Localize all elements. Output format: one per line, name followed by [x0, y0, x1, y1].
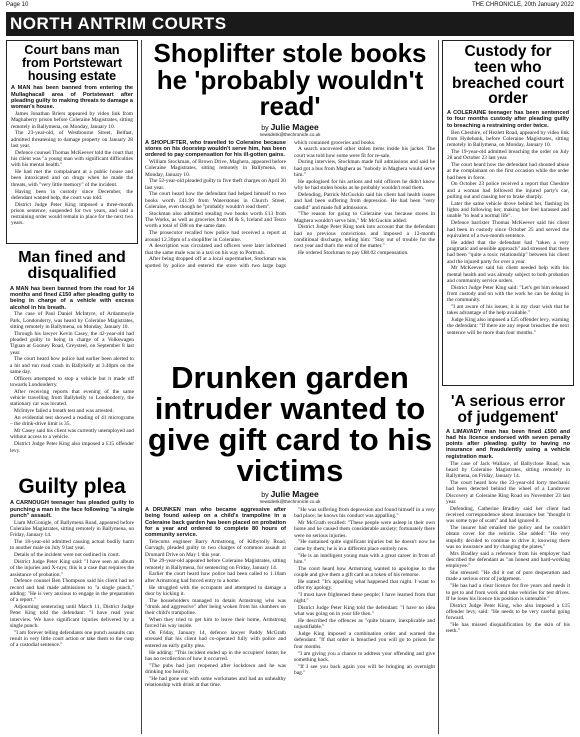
section-banner: NORTH ANTRIM COURTS: [6, 12, 574, 36]
page-number: Page 10: [6, 2, 29, 8]
article-shoplifter: [145, 40, 435, 358]
headline-man-fined: Man fined and disqualified: [18, 249, 126, 283]
page-topline: [6, 2, 574, 12]
column-divider-right: [438, 40, 439, 734]
article-serious-error: [442, 392, 574, 734]
email-shoplifter: newsdesk@thechronicle.co.uk: [259, 131, 321, 137]
body-custody-teen: A COLERAINE teenager has been sentenced to four months custody after pleading guilty to breaching a restraining order twice. Ben Cheshire, of Hezlett Road, appeared by video link from Hydebank, before Coleraine Magistrates, sitting remotely in Ballymena, on Monday, January 10. The 19-year-old admitted breaching the order on July 28 and October 23 last year. The court heard how the defendant had shouted abuse at the complainant on the first occasion while the order had been in force. On October 23 police received a report that Cheshire and a woman had followed the injured party's car, pulling out and causing her to brake sharply. Later the same vehicle drove behind her, flashing its lights and following her, making her feel harassed and unable "to lead a normal life". Defence barrister Thomas McKeever said his client had been in custody since October 25 and served the equivalent of a two-month sentence. He added that the defendant had "taken a very pragmatic and sensible approach" and stressed that there had been "quite a toxic relationship" between his client and the injured party for over a year. Mr McKeever said his client needed help with his mental health and was already subject to both probation and community service orders. District Judge Peter King said: "Let's get him released from custody and on with the work he can be doing in the community. "I am aware of his issues; it is my clear wish that he takes advantage of the help available." Judge King also imposed a £25 offender levy, warning the defendant: "If there are any repeat breaches the next sentence will be more than four months.": [447, 110, 569, 336]
article-guilty-plea: [6, 474, 138, 734]
publication-date: THE CHRONICLE, 20th January 2022: [471, 2, 574, 8]
column-divider-left: [141, 40, 142, 734]
article-man-fined: [6, 248, 138, 470]
headline-guilty-plea: Guilty plea: [18, 475, 126, 498]
email-drunken-intruder: newsdesk@thechronicle.co.uk: [259, 499, 321, 504]
body-shoplifter: A SHOPLIFTER, who travelled to Coleraine because stores on his doorstep wouldn't serve him, has been ordered to pay compensation for his ill-gotten gains. William Stockman, of Brown Drive, Maghera, appeared before Coleraine Magistrates, sitting remotely in Ballymena, on Monday, January 10. The 52-year-old pleaded guilty to five theft charges on April 20 last year. The court heard how the defendant had helped himself to two books worth £41.99 from Waterstones in Church Street, Coleraine, even though he "probably wouldn't read them". Stockman also admitted stealing two books worth £13 from The Works, as well as groceries from M & S, Iceland and Tesco worth a total of £88 on the same date. The prosecutor recalled how police had received a report at around 12.30pm of a shoplifter in Coleraine. A description was circulated and officers were later informed that the same male was in a taxi on his way to Portrush. After being dropped off at a local supermarket, Stockman was spotted by police and entered the store with two large bags which contained groceries and books. A search uncovered other stolen items inside his jacket. The court was told how some were fit for re-sale. During interview, Stockman made full admissions and said he had got a bus from Maghera as "nobody in Maghera would serve him." He apologised for his actions and told officers he didn't know why he had stolen books as he probably wouldn't read them. Defending, Patrick McGuckin said his client had health issues and had been suffering from depression. He had been "very candid" and made full admissions. "The reason for going to Coleraine was because stores in Maghera wouldn't serve him," Mr McGuckin added. District Judge Peter King took into account that the defendant had no previous convictions and imposed a 12-month conditional discharge, telling him: "Stay out of trouble for the next year and that's the end of the matter." He ordered Stockman to pay £88.02 compensation.: [145, 139, 435, 269]
body-court-bans: A MAN has been banned from entering the Mullaghacall area of Portstewart after pleading guilty to making threats to damage a woman's house. James Jonathan Briers appeared by video link from Maghaberry prison before Coleraine Magistrates, sitting remotely in Ballymena, on Monday, January 10. The 23-year-old, of Westbourne Street, Belfast, admitted threatening to damage property on January 28 last year. Defence counsel Thomas McKeever told the court that his client was "a young man with significant difficulties with his mental health." He had met the complainant at a public house and been intoxicated and on drugs when he made the threats, with "very little memory" of the incident. Having been in custody since December, the defendant wanted help, the court was told. District Judge Peter King imposed a three-month prison sentence, suspended for two years, and said a restraining order would remain in place for the next two years.: [11, 85, 134, 227]
headline-custody-teen: Custody for teen who breached court order: [452, 43, 564, 108]
article-court-bans: [6, 40, 138, 244]
headline-drunken-intruder: Drunken garden intruder wanted to give gift card to his victims: [147, 362, 433, 488]
body-man-fined: A MAN has been banned from the road for 14 months and fined £150 after pleading guilty to being in charge of a vehicle with excess alcohol in his breath. The case of Paul Daniel McIntyre, of Ardanmoyle Park, Londonderry, was heard by Coleraine Magistrates, sitting remotely in Ballymena, on Monday, January 10. Through his lawyer Kevin Casey, the 42-year-old had pleaded guilty to being in charge of a Volkswagen Tiguan at Gooney Road, Greysteel, on September 8 last year. The court heard how police had earlier been alerted to a hit and run road crash in Ballykelly at 3.40pm on the same day. Officers attempted to stop a vehicle but it made off towards Londonderry. After receiving reports that evening of the same vehicle travelling from Ballykelly to Londonderry, the stationary car was located. McIntyre failed a breath test and was arrested. An evidential test showed a reading of 41 micrograms – the drink-drive limit is 35. Mr Casey said his client was currently unemployed and without access to a vehicle. District Judge Peter King also imposed a £15 offender levy.: [10, 285, 134, 454]
headline-shoplifter: Shoplifter stole books he 'probably wouldn't read': [153, 40, 427, 122]
headline-court-bans: Court bans man from Portstewart housing estate: [21, 43, 123, 83]
headline-serious-error: 'A serious error of judgement': [450, 393, 566, 426]
article-custody-teen: [442, 40, 574, 386]
article-drunken-intruder: [145, 362, 435, 734]
byline-shoplifter: by Julie Magee: [261, 121, 319, 132]
byline-drunken-intruder: by Julie Magee: [261, 489, 319, 499]
body-drunken-intruder: A DRUNKEN man who became aggressive after being found asleep on a child's trampoline in a Coleraine back garden has been placed on probation for a year and ordered to complete 80 hours of community service. Telecoms engineer Barry Armstrong, of Kilbyrolly Road, Garvagh, pleaded guilty to two charges of common assault at Drumard Drive on May 1 this year. The 29-year-old appeared before Coleraine Magistrates, sitting remotely in Ballymena, for sentencing on Friday, January 14. Earlier the court heard how police had been called to 1.10am after Armstrong had forced entry to a home. He struggled with the occupants and attempted to damage a door by kicking it. The householders managed to detain Armstrong who was "drunk and aggressive" after being woken from his slumbers on their child's trampoline. When they tried to get him to leave their home, Armstrong forced his way inside. On Friday, January 14, defence lawyer Paddy McGrath stressed that his client had co-operated fully with police and entered an early guilty plea. He adding: "This incident ended up in the occupiers' home; he has no recollection of how it occurred. "The pubs had just reopened after lockdown and he was drinking too heavily. "He had gone out with some workmates and had an unhealthy relationship with drink at that time. "He was suffering from depression and found himself in a very bad place; he knows his conduct was appalling." Mr McGrath recalled: "These people were asleep in their own home and he caused them considerable anxiety; fortunately there were no serious injuries. "He sustained quite significant injuries but he doesn't now he came by them; he is in a different place entirely now. "He is an intelligent young man with a great career in front of him." The court heard how Armstrong wanted to apologise to the couple and give them a gift card as a token of his remorse. He stated: "It's appalling what happened that night. I want to offer my apology. "I must have frightened these people; I have learned from that night." District Judge Peter King told the defendant: "I have no idea what was going on in your life then." He described the offences as "quite bizarre, inexplicable and unjustifiable." Judge King imposed a combination order and warned the defendant: "If that order is breached you will go to prison for four months. "I am giving you a chance to address your offending and give something back. "If I see you back again you will be bringing an overnight bag.": [145, 507, 435, 689]
body-serious-error: A LIMAVADY man has been fined £500 and had his licence endorsed with seven penalty points after pleading guilty to having no insurance and fraudulently using a vehicle registration mark. The case of Jack Wallace, of Ballyclose Road, was heard by Coleraine Magistrates, sitting remotely in Ballymena, on Friday, January 14. The court heard how the 23-year-old lorry mechanic had been detected behind the wheel of a Landrover Discovery at Coleraine Ring Road on November 23 last year. Defending, Catherine Bradley said her client had received correspondence about insurance but "thought it was some type of scam" and had ignored it. The insurer had emailed the policy and he couldn't obtain cover for the vehicle. She added: "He very stupidly decided to continue to drive it, knowing there was no insurance and by changing the plates." Mrs Bradley said a reference from his employer had described the defendant as "an honest and hard-working employee." She stressed: "He did it out of pure desperation and made a serious error of judgement. "He has had a clear licence for five years and needs it to get to and from work and take vehicles for test drives. If he loses his licence his position is untenable." District Judge Peter King, who also imposed a £15 offender levy, said: "He needs to be very careful going forward. "He has missed disqualification by the skin of his teeth.": [446, 428, 570, 635]
body-guilty-plea: A CARNOUGH teenager has pleaded guilty to punching a man in the face following "a single punch" assault. Liam McGonigle, of Ballymena Road, appeared before Coleraine Magistrates, sitting remotely in Ballymena, on Friday, January 14. The 18-year-old admitted causing actual bodily harm to another male on July 9 last year. Details of the incident were not outlined in court. District Judge Peter King said: "I have seen an album of the injuries and X-rays; this is a case that requires the assistance of probation." Defence counsel Ben Thompson said his client had no record and had made admissions to "a single punch," adding: "He is very anxious to engage in the preparation of a report." Adjourning sentencing until March 11, District Judge Peter King told the defendant: "I have read your interview. We have significant injuries delivered by a single punch. "I am forever telling defendants one punch assaults can result in very little court action or take them to the cusp of a custodial sentence.": [10, 500, 134, 649]
